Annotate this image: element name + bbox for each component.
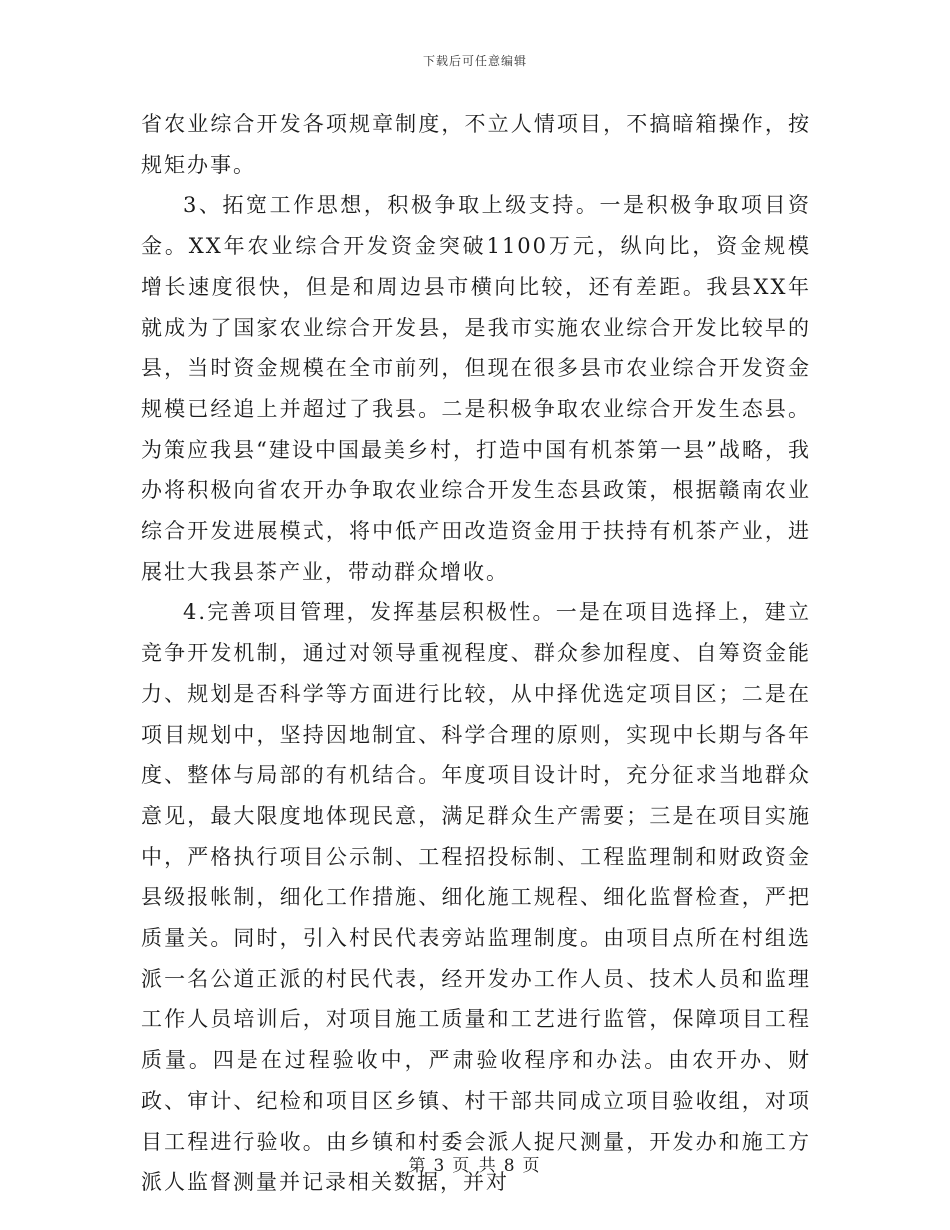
paragraph-item-3: 3、拓宽工作思想，积极争取上级支持。一是积极争取项目资金。XX年农业综合开发资金突破1100万元，纵向比，资金规模增长速度很快，但是和周边县市横向比较，还有差距。我县XX年就成为了国家农业综合开发县，是我市实施农业综合开发比较早的县，当时资金规模在全市前列，但现在很多县市农业综合开发资金规模已经追上并超过了我县。二是积极争取农业综合开发生态县。为策应我县“建设中国最美乡村，打造中国有机茶第一县”战略，我办将积极向省农开办争取农业综合开发生态县政策，根据赣南农业综合开发进展模式，将中低产田改造资金用于扶持有机茶产业，进展壮大我县茶产业，带动群众增收。 xyxy=(141,193,811,584)
footer-page-number: 3 xyxy=(433,1156,447,1176)
footer-prefix: 第 xyxy=(408,1156,428,1176)
page-header-note: 下载后可任意编辑 xyxy=(422,54,527,68)
footer-suffix: 页 xyxy=(522,1156,542,1176)
footer-middle: 页 共 xyxy=(452,1156,498,1176)
document-body xyxy=(141,104,811,1203)
paragraph-continuation: 省农业综合开发各项规章制度，不立人情项目，不搞暗箱操作，按规矩办事。 xyxy=(141,112,811,177)
page-footer xyxy=(0,1151,950,1176)
footer-total-pages: 8 xyxy=(503,1156,517,1176)
paragraph-item-4: 4.完善项目管理，发挥基层积极性。一是在项目选择上，建立竞争开发机制，通过对领导重视程度、群众参加程度、自筹资金能力、规划是否科学等方面进行比较，从中择优选定项目区；二是在项目规划中，坚持因地制宜、科学合理的原则，实现中长期与各年度、整体与局部的有机结合。年度项目设计时，充分征求当地群众意见，最大限度地体现民意，满足群众生产需要；三是在项目实施中，严格执行项目公示制、工程招投标制、工程监理制和财政资金县级报帐制，细化工作措施、细化施工规程、细化监督检查，严把质量关。同时，引入村民代表旁站监理制度。由项目点所在村组选派一名公道正派的村民代表，经开发办工作人员、技术人员和监理工作人员培训后，对项目施工质量和工艺进行监管，保障项目工程质量。四是在过程验收中，严肃验收程序和办法。由农开办、财政、审计、纪检和项目区乡镇、村干部共同成立项目验收组，对项目工程进行验收。由乡镇和村委会派人捉尺测量，开发办和施工方派人监督测量并记录相关数据，并对 xyxy=(141,600,811,1195)
